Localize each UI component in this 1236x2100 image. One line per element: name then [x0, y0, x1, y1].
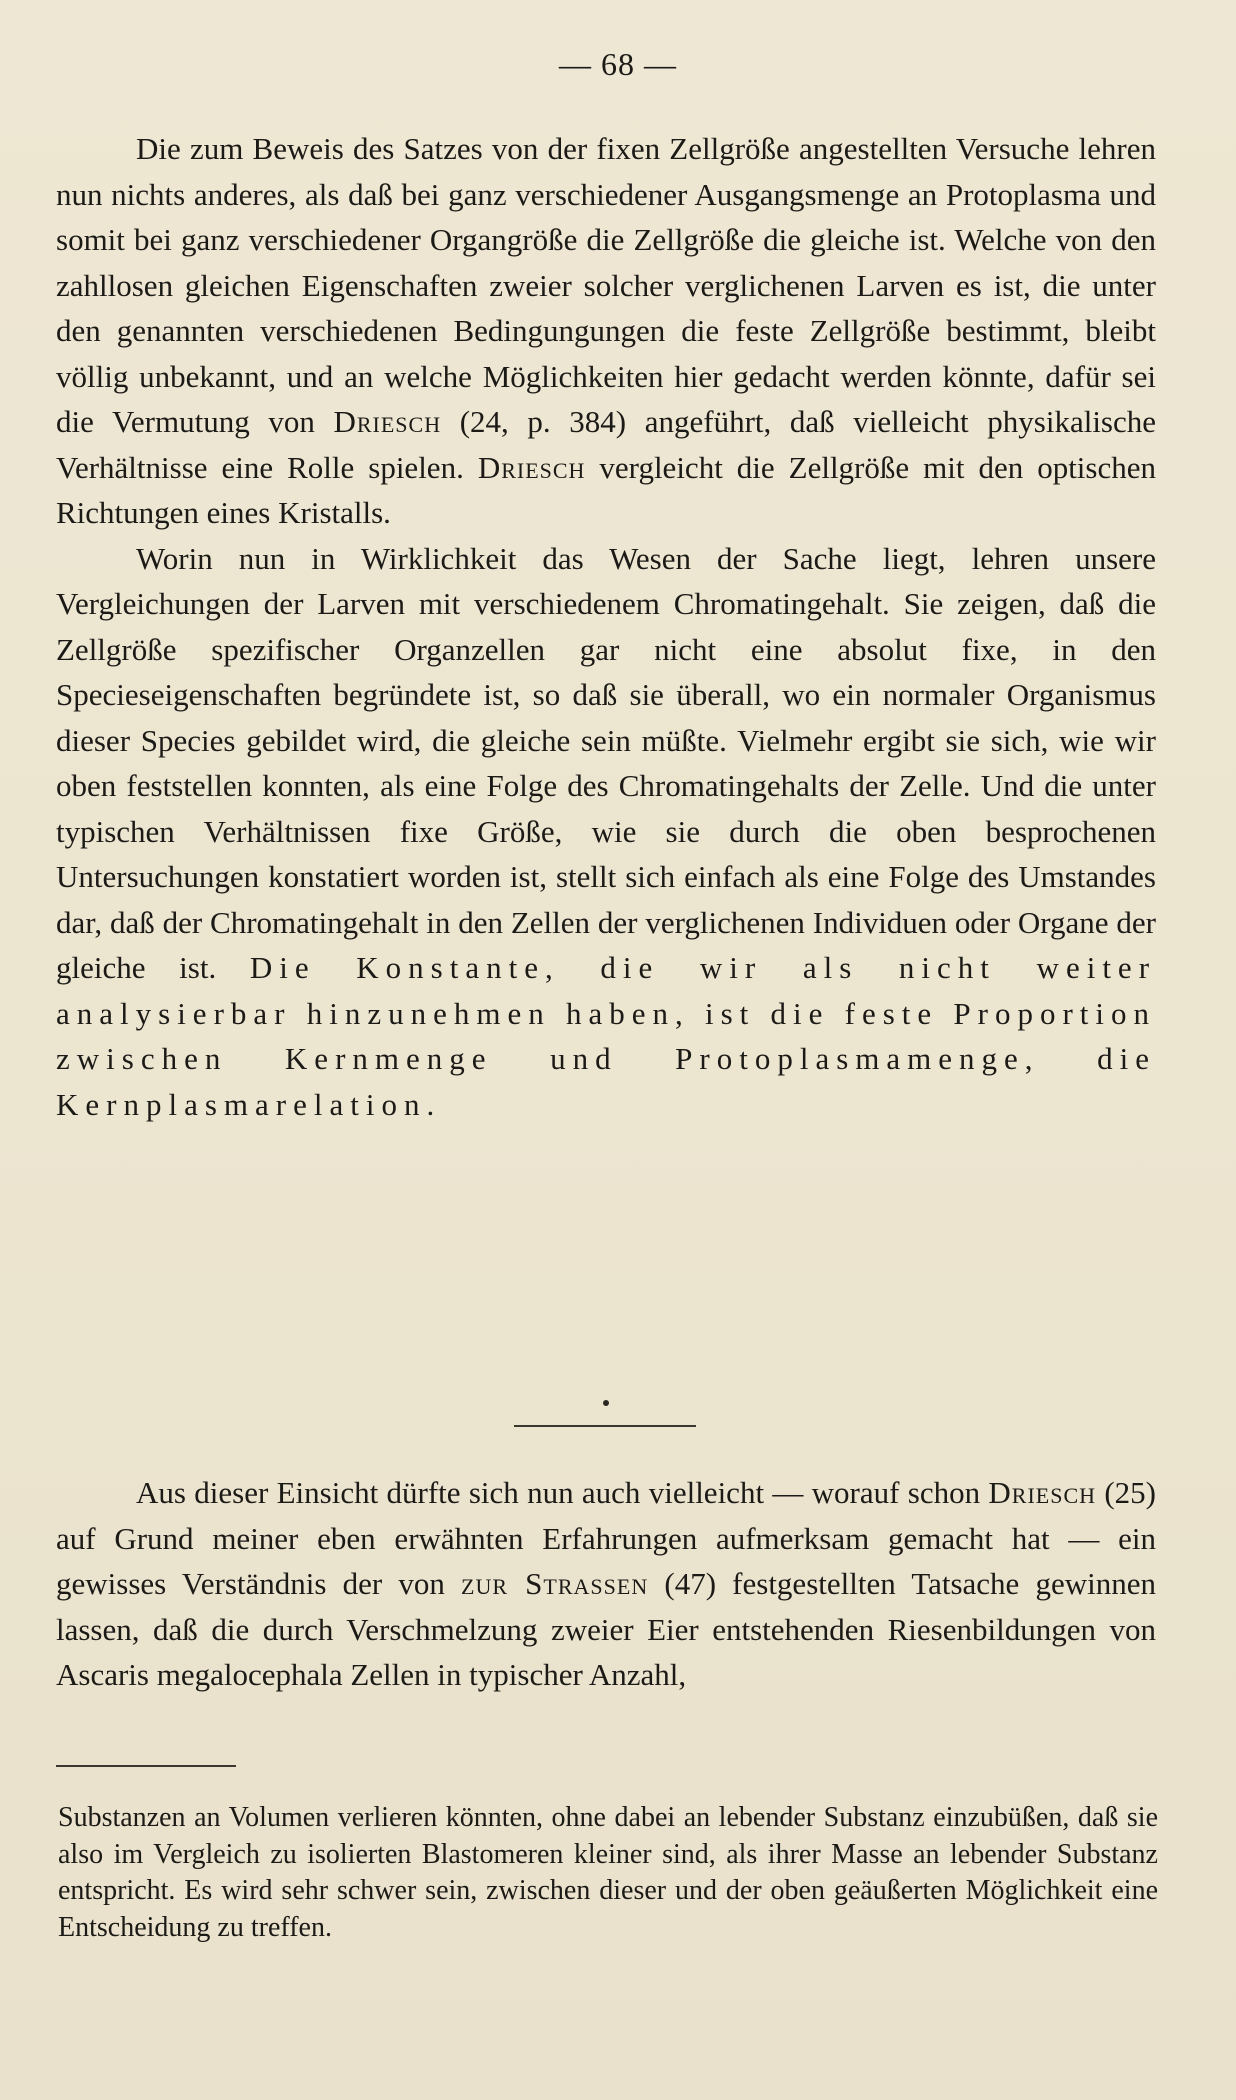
paragraph-3-text-b: (25) auf Grund meiner eben erwähnten Erfahrungen aufmerksam gemacht hat — ein gewisses Verständnis der von — [56, 1475, 1157, 1601]
paragraph-3-text-a: Aus dieser Einsicht dürfte sich nun auch vielleicht — worauf schon — [136, 1475, 981, 1510]
section-divider — [514, 1425, 696, 1427]
paragraph-2-text: Worin nun in Wirklichkeit das Wesen der Sache liegt, lehren unsere Vergleichungen der Larven mit verschiedenem Chromatingehalt. Sie zeigen, daß die Zellgröße spezifischer Organzellen gar nicht eine absolut fixe, in den Specieseigenschaften begründete ist, so daß sie überall, wo ein normaler Organismus dieser Species gebildet wird, die gleiche sein müßte. Vielmehr ergibt sie sich, wie wir oben feststellen konnten, als eine Folge des Chromatingehalts der Zelle. Und die unter typischen Verhältnissen fixe Größe, wie sie durch die oben besprochenen Untersuchungen konstatiert worden ist, stellt sich einfach als eine Folge des Umstandes dar, daß der Chromatingehalt in den Zellen der verglichenen Individuen oder Organe der gleiche ist. — [56, 540, 1156, 985]
paragraph-1 — [56, 126, 1156, 536]
ornament-dot — [603, 1400, 609, 1406]
paragraph-1-text-a: Die zum Beweis des Satzes von der fixen Zellgröße angestellten Versuche lehren nun nichts anderes, als daß bei ganz verschiedener Ausgangsmenge an Protoplasma und somit bei ganz verschiedener Organgröße die Zellgröße die gleiche ist. Welche von den zahllosen gleichen Eigenschaften zweier solcher verglichenen Larven es ist, die unter den genannten verschiedenen Bedingungungen die feste Zellgröße bestimmt, bleibt völlig unbekannt, und an welche Möglichkeiten hier gedacht werden könnte, dafür sei die Vermutung von — [56, 131, 1156, 439]
author-name: Driesch — [333, 404, 442, 439]
page-number: — 68 — — [559, 46, 677, 82]
paragraph-1-text-b: (24, p. 384) angeführt, daß vielleicht physikalische Verhältnisse eine Rolle spielen. — [56, 404, 1157, 485]
paragraph-3-text-c: (47) festgestellten Tatsache gewinnen lassen, daß die durch Verschmelzung zweier Eier entstehenden Riesenbildungen von Ascaris megalocephala Zellen in typischer Anzahl, — [56, 1566, 1156, 1692]
main-text-top — [56, 126, 1156, 1127]
paragraph-1-text-c: vergleicht die Zellgröße mit den optischen Richtungen eines Kristalls. — [56, 449, 1156, 530]
footnote: Substanzen an Volumen verlieren könnten, ohne dabei an lebender Substanz einzubüßen, daß sie also im Vergleich zu isolierten Blastomeren kleiner sind, als ihrer Masse an lebender Substanz entspricht. Es wird sehr schwer sein, zwischen dieser und der oben geäußerten Möglichkeit eine Entscheidung zu treffen. — [58, 1802, 1158, 1943]
author-name: Driesch — [988, 1475, 1097, 1510]
emphasized-statement: Die Konstante, die wir als nicht weiter analysierbar hinzunehmen haben, ist die feste Proportion zwischen Kernmenge und Protoplasmamenge, die Kernplasmarelation. — [56, 950, 1157, 1122]
footnote-rule — [56, 1765, 236, 1767]
author-name: Driesch — [477, 449, 586, 485]
author-name: zur Strassen — [461, 1566, 649, 1601]
paragraph-2 — [56, 536, 1156, 1128]
paragraph-3 — [56, 1470, 1156, 1698]
main-text-bottom — [56, 1470, 1156, 1698]
